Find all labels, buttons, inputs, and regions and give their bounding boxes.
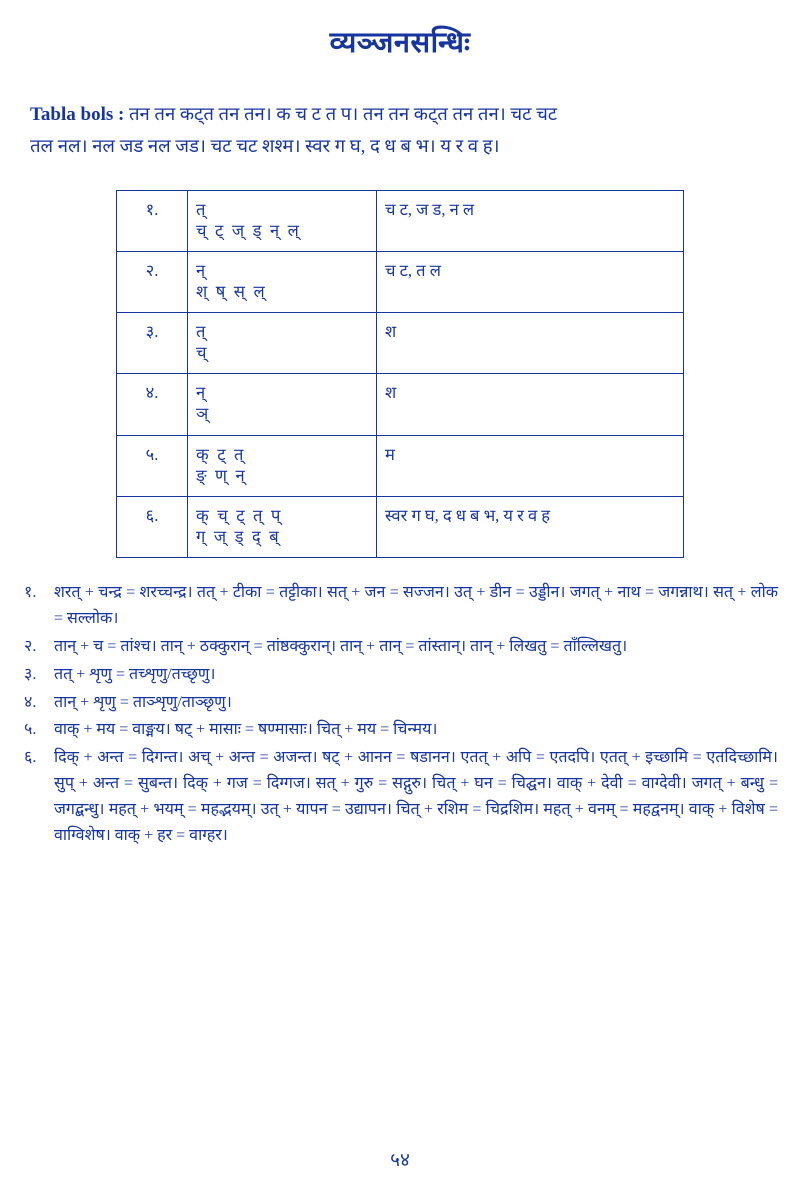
list-item — [24, 662, 778, 688]
row-right-cell: श — [377, 313, 684, 374]
table-row — [117, 496, 684, 557]
row-left-stack — [196, 505, 368, 547]
row-left-bottom: श् ष् स् ल् — [196, 281, 267, 301]
tabla-bols-line-1: तन तन कट्त तन तन। क च ट त प। तन तन कट्त तन तन। चट चट — [128, 105, 558, 125]
row-left-stack — [196, 321, 368, 363]
row-left-bottom: ग् ज् ड् द् ब् — [196, 526, 281, 546]
row-left-cell — [188, 374, 377, 435]
examples-list — [24, 580, 778, 849]
row-left-bottom: च् ट् ज् ड् न् ल् — [196, 220, 302, 240]
row-left-cell — [188, 435, 377, 496]
list-item — [24, 717, 778, 743]
row-left-bottom: ञ् — [196, 404, 211, 424]
row-right-cell: म — [377, 435, 684, 496]
row-left-top: त् — [196, 322, 208, 342]
row-number: ६. — [117, 496, 188, 557]
row-left-cell — [188, 251, 377, 312]
list-item-number: ६. — [24, 749, 37, 767]
document-page — [0, 22, 800, 1190]
row-left-stack — [196, 444, 368, 486]
row-right-cell: स्वर ग घ, द ध ब भ, य र व ह — [377, 496, 684, 557]
row-number: १. — [117, 190, 188, 251]
row-left-cell — [188, 496, 377, 557]
list-item-number: ३. — [24, 665, 37, 683]
page-title: व्यञ्जनसन्धिः — [329, 27, 471, 59]
list-item-number: २. — [24, 637, 37, 655]
page-number: ५४ — [390, 1150, 410, 1171]
row-left-top: क् ट् त् — [196, 444, 246, 464]
list-item — [24, 690, 778, 716]
list-item-text: तान् + शृणु = ताञ्शृणु/ताञ्छृणु। — [54, 693, 232, 711]
row-number: ३. — [117, 313, 188, 374]
list-item-number: १. — [24, 583, 37, 601]
list-item-text: वाक् + मय = वाङ्मय। षट् + मासाः = षण्मासाः। चित् + मय = चिन्मय। — [54, 721, 438, 739]
tabla-bols-line-2: तल नल। नल जड नल जड। चट चट शश्म। स्वर ग घ, द ध ब भ। य र व ह। — [30, 136, 500, 157]
row-number: ४. — [117, 374, 188, 435]
table-row — [117, 435, 684, 496]
row-right-cell: श — [377, 374, 684, 435]
row-right-cell: च ट, ज ड, न ल — [377, 190, 684, 251]
row-number: ५. — [117, 435, 188, 496]
list-item-number: ४. — [24, 693, 37, 711]
list-item-text: शरत् + चन्द्र = शरच्चन्द्र। तत् + टीका = तट्टीका। सत् + जन = सज्जन। उत् + डीन = उड्डीन। जगत् + नाथ = जगन्नाथ। सत् + लोक = सल्लोक। — [54, 583, 778, 627]
row-right-cell: च ट, त ल — [377, 251, 684, 312]
row-left-top: न् — [196, 260, 208, 280]
table-row — [117, 374, 684, 435]
table-row — [117, 251, 684, 312]
list-item-text: दिक् + अन्त = दिगन्त। अच् + अन्त = अजन्त। षट् + आनन = षडानन। एतत् + अपि = एतदपि। एतत् + इच्छामि = एतदिच्छामि। सुप् + अन्त = सुबन्त। दिक् + गज = दिग्गज। सत् + गुरु = सद्गुरु। चित् + घन = चिद्घन। वाक् + देवी = वाग्देवी। जगत् + बन्धु = जगद्बन्धु। महत् + भयम् = महद्भयम्। उत् + यापन = उद्यापन। चित् + रशिम = चिद्रशिम। महत् + वनम् = महद्वनम्। वाक् + विशेष = वाग्विशेष। वाक् + हर = वाग्हर। — [54, 749, 778, 845]
list-item — [24, 745, 778, 849]
list-item-number: ५. — [24, 721, 37, 739]
table-row — [117, 313, 684, 374]
row-left-cell — [188, 313, 377, 374]
row-left-top: क् च् ट् त् प् — [196, 505, 283, 525]
tabla-bols-label: Tabla bols : — [30, 104, 125, 125]
row-left-cell — [188, 190, 377, 251]
row-left-bottom: च् — [196, 343, 209, 363]
list-item-text: तान् + च = तांश्च। तान् + ठक्कुरान् = तांष्ठक्कुरान्। तान् + तान् = तांस्तान्। तान् + लिखतु = ताँल्लिखतु। — [54, 637, 628, 655]
list-item — [24, 634, 778, 660]
row-left-bottom: ङ् ण् न् — [196, 465, 247, 485]
row-left-stack — [196, 260, 368, 302]
row-number: २. — [117, 251, 188, 312]
sandhi-table — [116, 190, 684, 558]
row-left-top: त् — [196, 199, 208, 219]
row-left-stack — [196, 382, 368, 424]
tabla-bols-section — [30, 99, 770, 164]
row-left-top: न् — [196, 383, 208, 403]
row-left-stack — [196, 199, 368, 241]
list-item — [24, 580, 778, 632]
table-row — [117, 190, 684, 251]
list-item-text: तत् + शृणु = तच्शृणु/तच्छृणु। — [54, 665, 216, 683]
